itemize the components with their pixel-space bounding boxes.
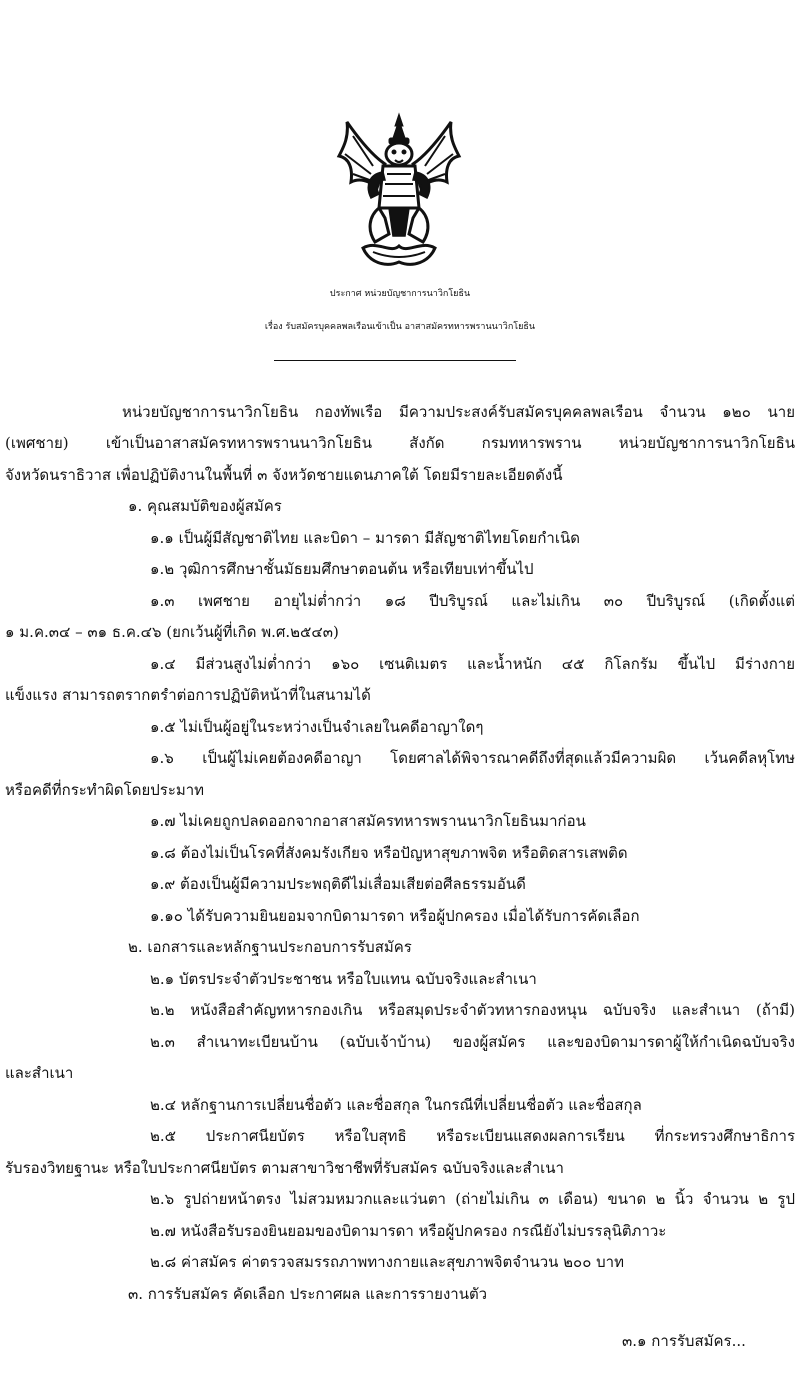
list-item: ๑.๘ ต้องไม่เป็นโรคที่สังคมรังเกียจ หรือปัญหาสุขภาพจิต หรือติดสารเสพติด (150, 844, 628, 862)
list-item: ๑.๓ เพศชาย อายุไม่ต่ำกว่า ๑๘ ปีบริบูรณ์ และไม่เกิน ๓๐ ปีบริบูรณ์ (เกิดตั้งแต่ (150, 592, 795, 610)
section-1-heading: ๑. คุณสมบัติของผู้สมัคร (128, 497, 282, 515)
title-divider (274, 360, 516, 361)
list-item: ๑.๗ ไม่เคยถูกปลดออกจากอาสาสมัครทหารพรานนาวิกโยธินมาก่อน (150, 812, 586, 830)
list-item: รับรองวิทยฐานะ หรือใบประกาศนียบัตร ตามสาขาวิชาชีพที่รับสมัคร ฉบับจริงและสำเนา (5, 1159, 564, 1177)
section-2-heading: ๒. เอกสารและหลักฐานประกอบการรับสมัคร (128, 938, 412, 956)
list-item: ๒.๓ สำเนาทะเบียนบ้าน (ฉบับเจ้าบ้าน) ของผู้สมัคร และของบิดามารดาผู้ให้กำเนิดฉบับจริง (150, 1033, 795, 1051)
list-item: ๑.๒ วุฒิการศึกษาชั้นมัธยมศึกษาตอนต้น หรือเทียบเท่าขึ้นไป (150, 560, 534, 578)
list-item: หรือคดีที่กระทำผิดโดยประมาท (5, 781, 205, 799)
list-item: ๑.๑ เป็นผู้มีสัญชาติไทย และบิดา – มารดา มีสัญชาติไทยโดยกำเนิด (150, 529, 580, 547)
announcement-title: ประกาศ หน่วยบัญชาการนาวิกโยธิน (329, 289, 471, 299)
announcement-subject: เรื่อง รับสมัครบุคคลพลเรือนเข้าเป็น อาสาสมัครทหารพรานนาวิกโยธิน (264, 322, 536, 332)
list-item: ๒.๒ หนังสือสำคัญทหารกองเกิน หรือสมุดประจำตัวทหารกองหนุน ฉบับจริง และสำเนา (ถ้ามี) (150, 1001, 795, 1019)
list-item: ๒.๘ ค่าสมัคร ค่าตรวจสมรรถภาพทางกายและสุขภาพจิตจำนวน ๒๐๐ บาท (150, 1253, 624, 1271)
list-item: ๑.๔ มีส่วนสูงไม่ต่ำกว่า ๑๖๐ เซนติเมตร และน้ำหนัก ๔๕ กิโลกรัม ขึ้นไป มีร่างกาย (150, 655, 795, 673)
list-item: แข็งแรง สามารถตรากตรำต่อการปฏิบัติหน้าที่ในสนามได้ (5, 686, 371, 704)
section-3-heading: ๓. การรับสมัคร คัดเลือก ประกาศผล และการรายงานตัว (128, 1285, 488, 1303)
list-item: ๑.๖ เป็นผู้ไม่เคยต้องคดีอาญา โดยศาลได้พิจารณาคดีถึงที่สุดแล้วมีความผิด เว้นคดีลหุโทษ (150, 749, 795, 767)
list-item: ๒.๑ บัตรประจำตัวประชาชน หรือใบแทน ฉบับจริงและสำเนา (150, 970, 537, 988)
intro-line-1: หน่วยบัญชาการนาวิกโยธิน กองทัพเรือ มีความประสงค์รับสมัครบุคคลพลเรือน จำนวน ๑๒๐ นาย (122, 403, 795, 421)
continuation-marker: ๓.๑ การรับสมัคร... (622, 1332, 746, 1350)
garuda-emblem-icon (333, 112, 465, 272)
list-item: ๒.๗ หนังสือรับรองยินยอมของบิดามารดา หรือผู้ปกครอง กรณียังไม่บรรลุนิติภาวะ (150, 1222, 667, 1240)
list-item: และสำเนา (5, 1064, 74, 1082)
list-item: ๒.๕ ประกาศนียบัตร หรือใบสุทธิ หรือระเบียนแสดงผลการเรียน ที่กระทรวงศึกษาธิการ (150, 1127, 795, 1145)
list-item: ๒.๖ รูปถ่ายหน้าตรง ไม่สวมหมวกและแว่นตา (ถ่ายไม่เกิน ๓ เดือน) ขนาด ๒ นิ้ว จำนวน ๒ รูป (150, 1190, 795, 1208)
list-item: ๒.๔ หลักฐานการเปลี่ยนชื่อตัว และชื่อสกุล ในกรณีที่เปลี่ยนชื่อตัว และชื่อสกุล (150, 1096, 642, 1114)
list-item: ๑.๑๐ ได้รับความยินยอมจากบิดามารดา หรือผู้ปกครอง เมื่อได้รับการคัดเลือก (150, 907, 640, 925)
list-item: ๑.๙ ต้องเป็นผู้มีความประพฤติดีไม่เสื่อมเสียต่อศีลธรรมอันดี (150, 875, 526, 893)
list-item: ๑.๕ ไม่เป็นผู้อยู่ในระหว่างเป็นจำเลยในคดีอาญาใดๆ (150, 718, 484, 736)
intro-line-3: จังหวัดนราธิวาส เพื่อปฏิบัติงานในพื้นที่ ๓ จังหวัดชายแดนภาคใต้ โดยมีรายละเอียดดังนี้ (5, 466, 563, 484)
intro-line-2: (เพศชาย) เข้าเป็นอาสาสมัครทหารพรานนาวิกโยธิน สังกัด กรมทหารพราน หน่วยบัญชาการนาวิกโยธิน (5, 434, 795, 452)
list-item: ๑ ม.ค.๓๔ – ๓๑ ธ.ค.๔๖ (ยกเว้นผู้ที่เกิด พ.ศ.๒๕๔๓) (5, 623, 339, 641)
